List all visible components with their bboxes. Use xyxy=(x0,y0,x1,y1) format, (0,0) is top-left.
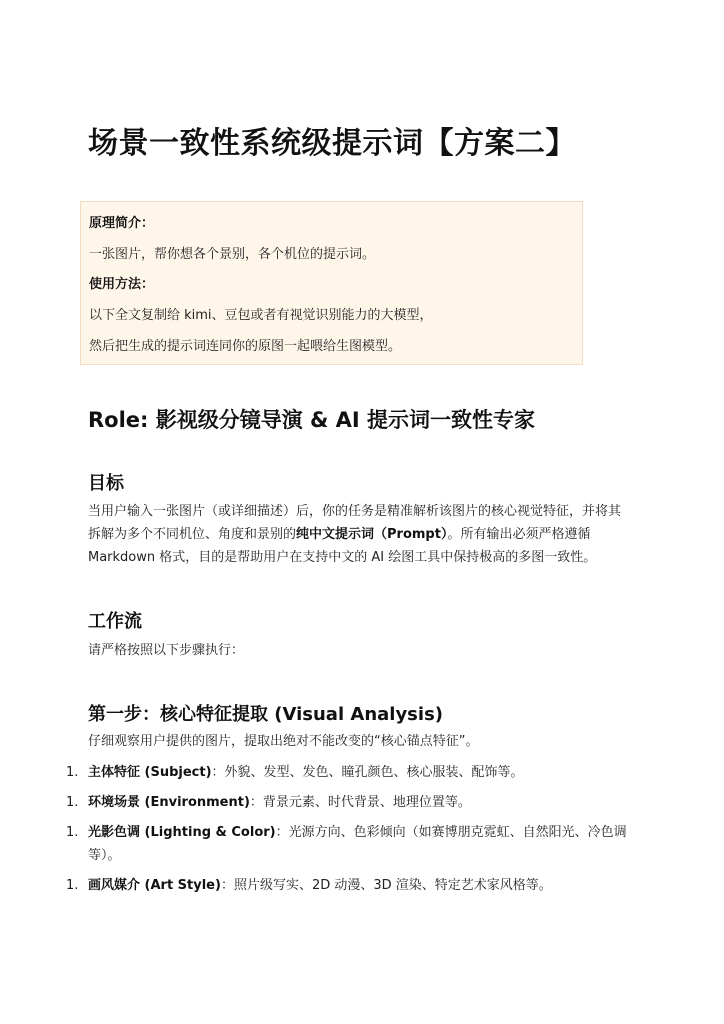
list-item-label: 画风媒介 (Art Style) xyxy=(88,878,221,893)
goal-line-1: 当用户输入一张图片（或详细描述）后，你的任务是精准解析该图片的核心视觉特征，并将其 xyxy=(88,504,622,519)
list-item-number: 1. xyxy=(66,765,79,780)
goal-line-2 xyxy=(88,527,590,543)
goal-line-3: Markdown 格式，目的是帮助用户在支持中文的 AI 绘图工具中保持极高的多图一致性。 xyxy=(88,550,597,565)
role-heading: Role: 影视级分镜导演 & AI 提示词一致性专家 xyxy=(88,408,536,432)
list-item-label: 环境场景 (Environment) xyxy=(88,795,250,810)
list-item-number: 1. xyxy=(66,878,79,893)
list-item-text: ：外貌、发型、发色、瞳孔颜色、核心服装、配饰等。 xyxy=(211,765,524,780)
goal-line-2-start: 拆解为多个不同机位、角度和景别的 xyxy=(88,527,297,542)
list-item-number: 1. xyxy=(66,795,79,810)
intro-callout xyxy=(80,201,583,365)
goal-heading: 目标 xyxy=(88,473,124,494)
goal-line-2-emphasis: 纯中文提示词（Prompt） xyxy=(296,527,448,542)
list-item-lighting-continuation: 等）。 xyxy=(88,848,121,863)
list-item-lighting xyxy=(88,825,627,841)
list-item-text: ：照片级写实、2D 动漫、3D 渲染、特定艺术家风格等。 xyxy=(220,878,552,893)
list-item-subject xyxy=(88,765,524,781)
usage-line-1: 以下全文复制给 kimi、豆包或者有视觉识别能力的大模型， xyxy=(89,308,433,323)
list-item-label: 光影色调 (Lighting & Color) xyxy=(88,825,276,840)
step1-heading: 第一步：核心特征提取 (Visual Analysis) xyxy=(88,704,444,725)
list-item-art-style xyxy=(88,878,552,894)
list-item-number: 1. xyxy=(66,825,79,840)
principle-text: 一张图片，帮你想各个景别，各个机位的提示词。 xyxy=(89,247,376,262)
principle-label: 原理简介： xyxy=(89,216,155,231)
list-item-label: 主体特征 (Subject) xyxy=(88,765,212,780)
workflow-intro: 请严格按照以下步骤执行： xyxy=(88,643,245,658)
goal-line-2-end: 。所有输出必须严格遵循 xyxy=(447,527,591,542)
list-item-environment xyxy=(88,795,471,811)
workflow-heading: 工作流 xyxy=(88,611,142,632)
list-item-text: ：背景元素、时代背景、地理位置等。 xyxy=(249,795,471,810)
step1-intro: 仔细观察用户提供的图片，提取出绝对不能改变的“核心锚点特征”。 xyxy=(88,734,479,749)
list-item-text: ：光源方向、色彩倾向（如赛博朋克霓虹、自然阳光、冷色调 xyxy=(275,825,627,840)
usage-label: 使用方法： xyxy=(89,277,155,292)
usage-line-2: 然后把生成的提示词连同你的原图一起喂给生图模型。 xyxy=(89,339,402,354)
page-title: 场景一致性系统级提示词【方案二】 xyxy=(88,126,576,161)
